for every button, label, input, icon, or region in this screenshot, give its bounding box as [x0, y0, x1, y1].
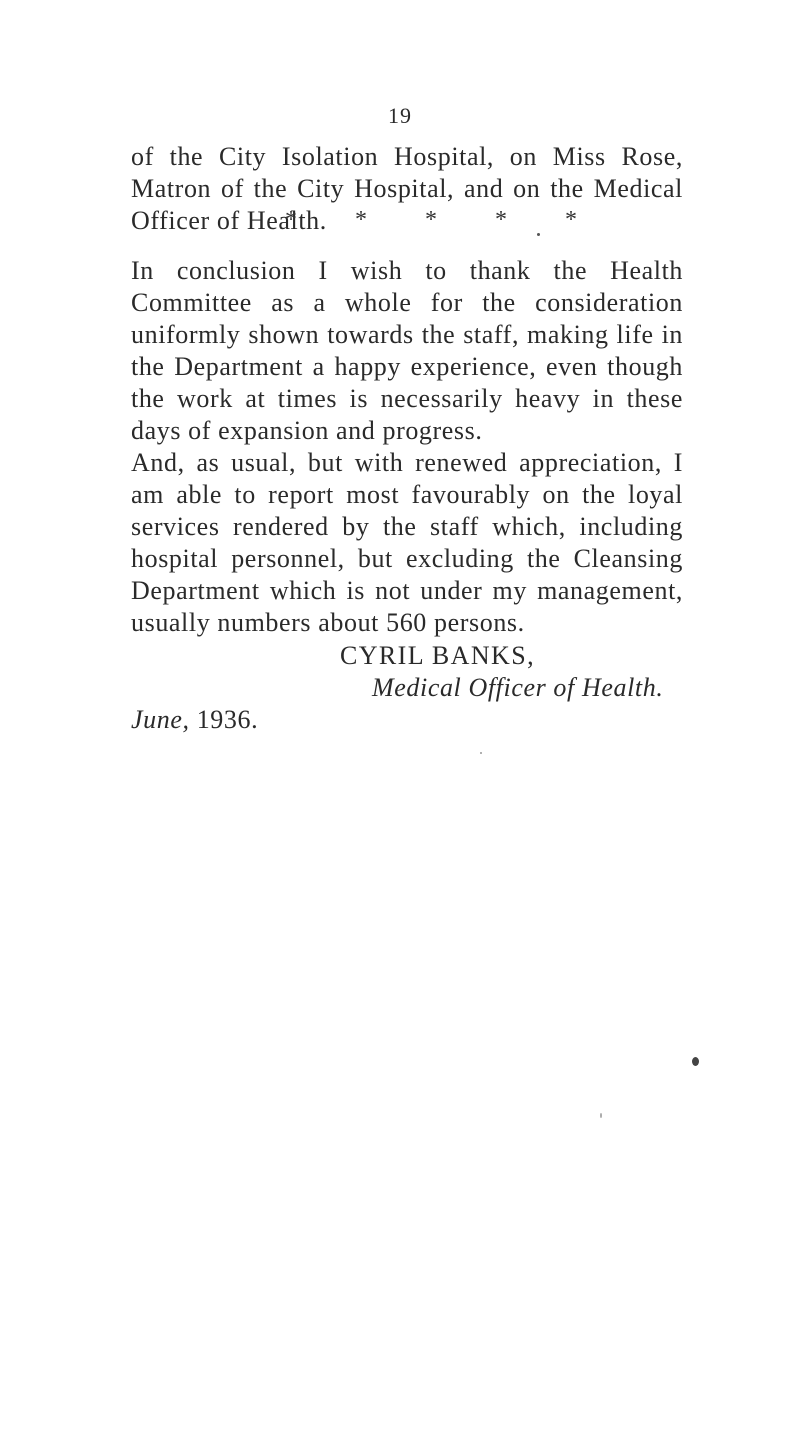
paragraph-conclusion: In conclusion I wish to thank the Health Committee as a whole for the consideration uniformly shown towards the staff, making life in the Department a happy experience, even though the work at times is necessarily heavy in these days of expansion and progress.	[131, 256, 683, 445]
ink-speck	[537, 233, 540, 236]
signature-title: Medical Officer of Health.	[372, 673, 664, 702]
page-number: 19	[388, 103, 412, 128]
ink-speck	[692, 1057, 699, 1066]
date-year: 1936.	[196, 705, 259, 734]
date-line	[131, 705, 258, 735]
ink-speck	[480, 752, 482, 754]
paragraph-appreciation: And, as usual, but with renewed appreciation, I am able to report most favourably on the loyal services rendered by the staff which, including hospital personnel, but excluding the Cleansing Department which is not under my management, usually numbers about 560 persons.	[131, 448, 683, 637]
ink-speck	[600, 1113, 602, 1118]
section-separator: * * * * *	[285, 207, 603, 233]
date-month: June,	[131, 705, 190, 734]
signature-name: CYRIL BANKS,	[340, 641, 535, 670]
paragraph-continuation: of the City Isolation Hospital, on Miss Rose, Matron of the City Hospital, and on the Medical Officer of Health.	[131, 142, 683, 235]
